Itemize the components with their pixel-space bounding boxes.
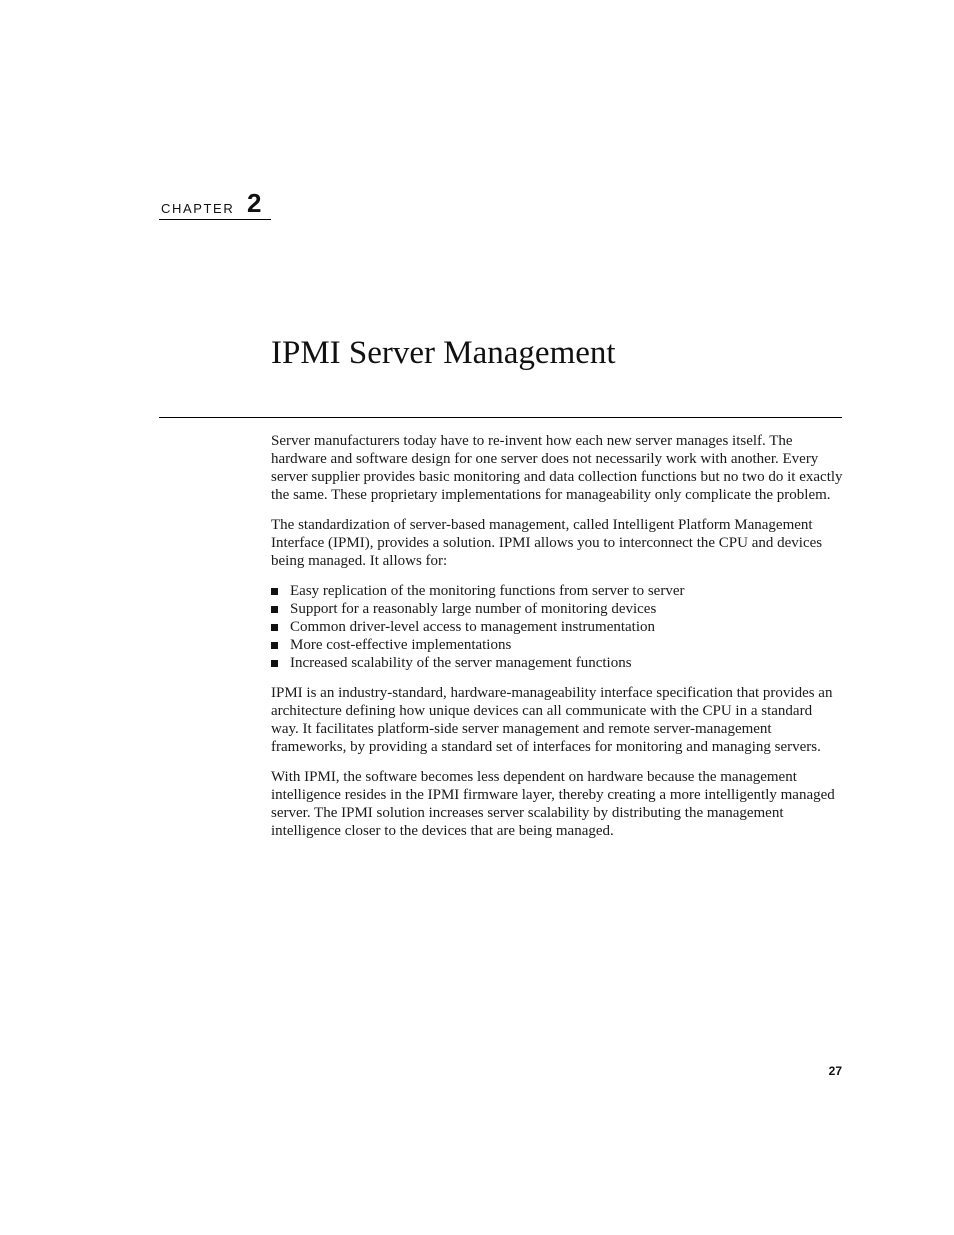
page-number: 27 bbox=[828, 1064, 842, 1078]
square-bullet-icon bbox=[271, 660, 278, 667]
list-item bbox=[271, 600, 843, 618]
square-bullet-icon bbox=[271, 624, 278, 631]
list-item bbox=[271, 636, 843, 654]
feature-list bbox=[271, 582, 843, 672]
list-item-text: Increased scalability of the server management functions bbox=[290, 655, 632, 671]
list-item bbox=[271, 618, 843, 636]
page-title: IPMI Server Management bbox=[271, 335, 616, 371]
title-divider bbox=[159, 417, 842, 418]
square-bullet-icon bbox=[271, 588, 278, 595]
paragraph-intro: Server manufacturers today have to re-invent how each new server manages itself. The hardware and software design for one server does not necessarily work with another. Every server supplier provides basic monitoring and data collection functions but no two do it exactly the same. These proprietary implementations for manageability only complicate the problem. bbox=[271, 433, 843, 503]
list-item-text: Common driver-level access to management instrumentation bbox=[290, 619, 656, 635]
list-item-text: Support for a reasonably large number of monitoring devices bbox=[290, 601, 657, 617]
square-bullet-icon bbox=[271, 642, 278, 649]
paragraph-specification: IPMI is an industry-standard, hardware-manageability interface specification that provides an architecture defining how unique devices can all communicate with the CPU in a standard way. It facilitates platform-side server management and remote server-management frameworks, by providing a standard set of interfaces for monitoring and managing servers. bbox=[271, 685, 833, 755]
body-text bbox=[271, 432, 843, 852]
list-item-text: Easy replication of the monitoring functions from server to server bbox=[290, 583, 685, 599]
list-item-text: More cost-effective implementations bbox=[290, 637, 512, 653]
square-bullet-icon bbox=[271, 606, 278, 613]
chapter-label bbox=[159, 190, 271, 220]
chapter-number: 2 bbox=[247, 188, 262, 218]
list-item bbox=[271, 654, 843, 672]
chapter-word: CHAPTER bbox=[161, 201, 235, 216]
paragraph-benefits: With IPMI, the software becomes less dependent on hardware because the management intelligence resides in the IPMI firmware layer, thereby creating a more intelligently managed server. The IPMI solution increases server scalability by distributing the management intelligence closer to the devices that are being managed. bbox=[271, 769, 835, 839]
list-item bbox=[271, 582, 843, 600]
paragraph-standardization: The standardization of server-based management, called Intelligent Platform Management Interface (IPMI), provides a solution. IPMI allows you to interconnect the CPU and devices being managed. It allows for: bbox=[271, 517, 823, 569]
